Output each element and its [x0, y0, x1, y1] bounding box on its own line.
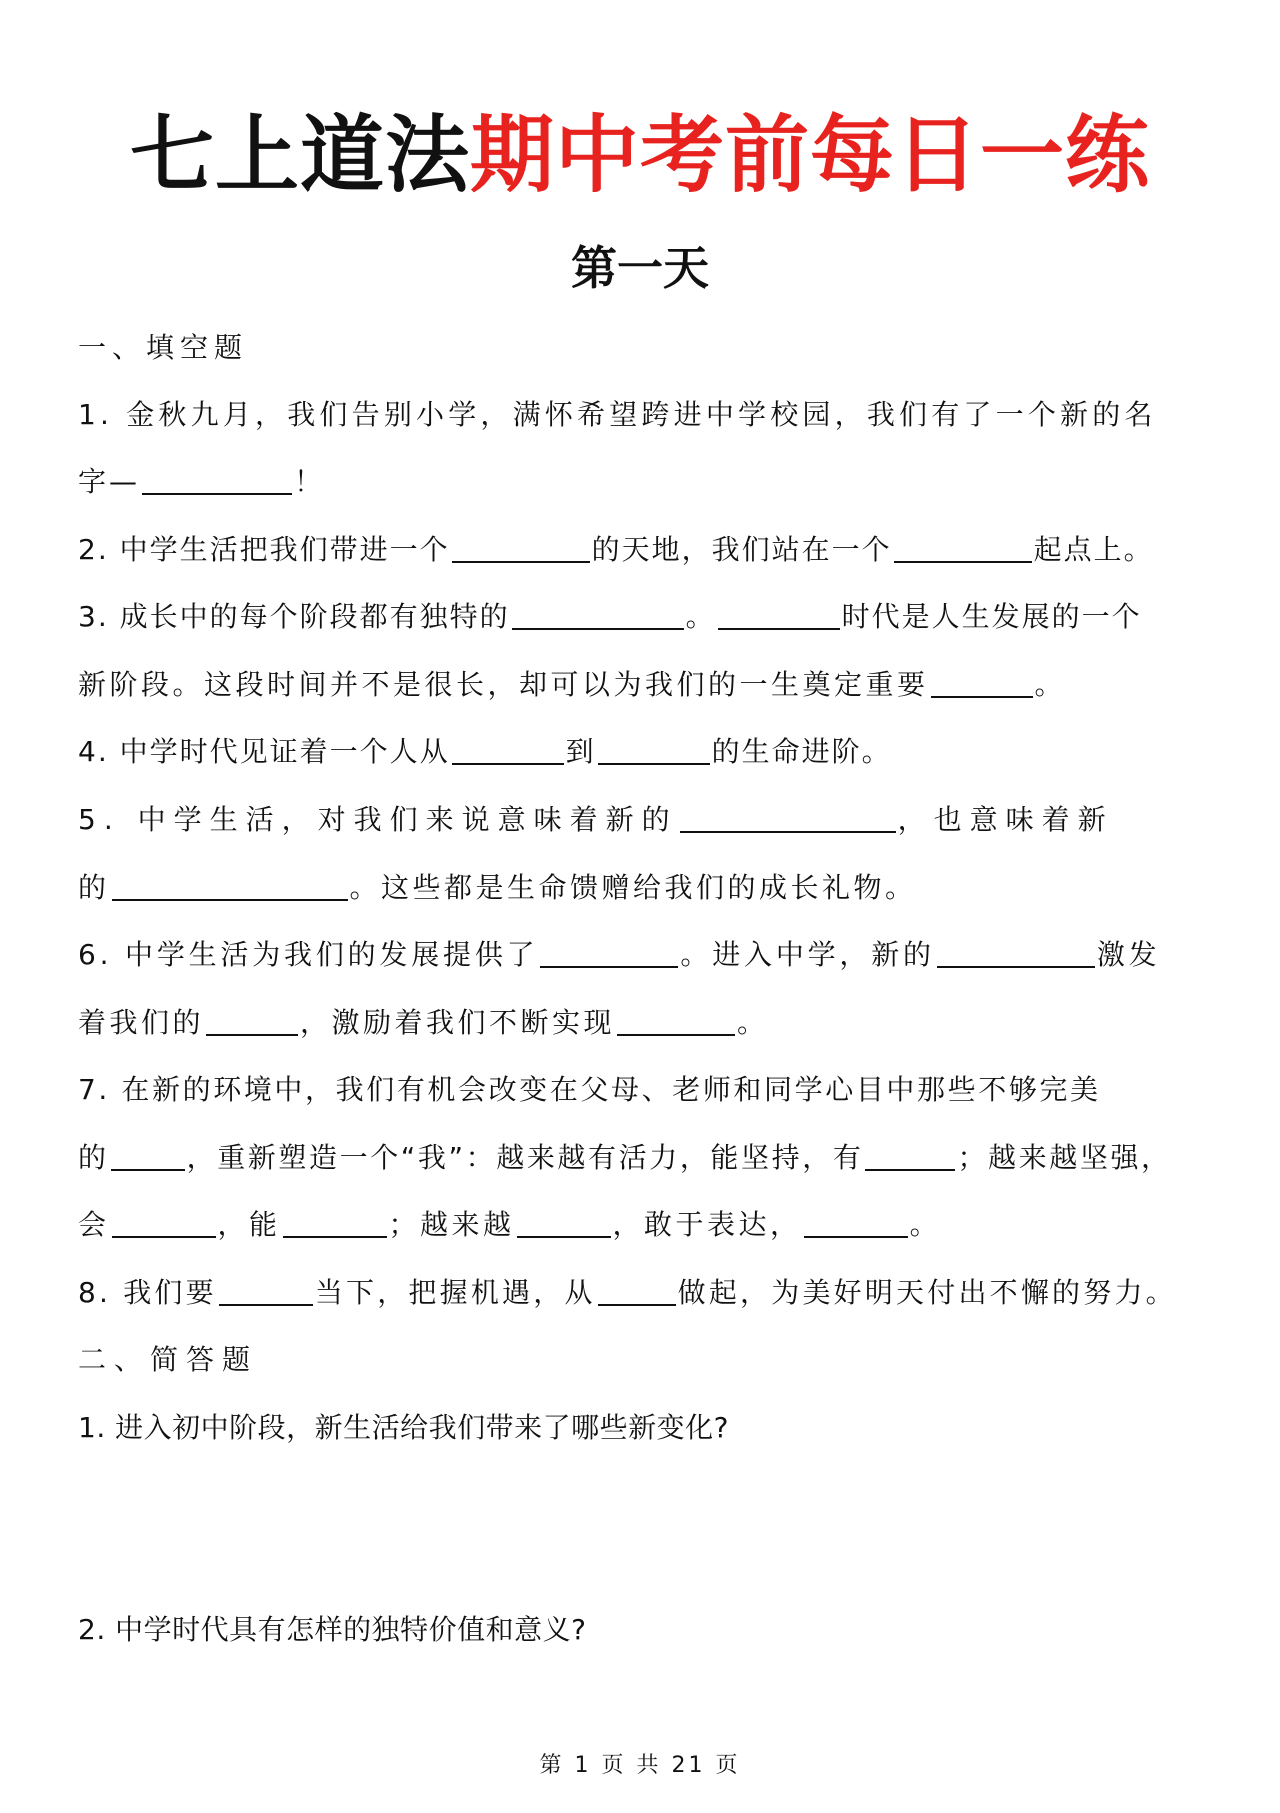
answer-blank[interactable] [931, 666, 1033, 698]
question-3-line-1: 3. 成长中的每个阶段都有独特的 。 时代是人生发展的一个 [78, 600, 1142, 633]
short-answer-question-2: 2. 中学时代具有怎样的独特价值和意义? [78, 1613, 587, 1646]
answer-blank[interactable] [598, 733, 710, 765]
answer-blank[interactable] [512, 598, 684, 630]
answer-blank[interactable] [894, 531, 1032, 563]
answer-blank[interactable] [804, 1206, 908, 1238]
question-1-line-1: 1. 金秋九月，我们告别小学，满怀希望跨进中学校园，我们有了一个新的名 [78, 398, 1157, 431]
question-5-line-1: 5. 中学生活，对我们来说意味着新的 ，也意味着新 [78, 803, 1114, 836]
page-subtitle: 第一天 [571, 241, 709, 295]
answer-blank[interactable] [617, 1004, 735, 1036]
question-6-line-2: 着我们的 ，激励着我们不断实现 。 [78, 1006, 769, 1039]
question-2-line-1: 2. 中学生活把我们带进一个 的天地，我们站在一个 起点上。 [78, 533, 1154, 566]
question-1-line-2: 字— ！ [78, 465, 326, 498]
answer-blank[interactable] [865, 1139, 955, 1171]
answer-blank[interactable] [598, 1274, 676, 1306]
question-3-line-2: 新阶段。这段时间并不是很长，却可以为我们的一生奠定重要 。 [78, 668, 1067, 701]
question-7-line-3: 会 ，能 ；越来越 ，敢于表达， 。 [78, 1208, 942, 1241]
answer-blank[interactable] [452, 733, 564, 765]
answer-blank[interactable] [937, 936, 1095, 968]
section-heading-short-answer: 二、简答题 [78, 1343, 259, 1376]
question-7-line-1: 7. 在新的环境中，我们有机会改变在父母、老师和同学心目中那些不够完美 [78, 1073, 1101, 1106]
answer-blank[interactable] [517, 1206, 611, 1238]
section-heading-fill-in: 一、填空题 [78, 331, 249, 364]
page-title [0, 100, 1280, 210]
answer-blank[interactable] [283, 1206, 387, 1238]
question-7-line-2: 的 ，重新塑造一个“我”：越来越有活力，能坚持，有 ；越来越坚强， [78, 1141, 1172, 1174]
answer-blank[interactable] [680, 801, 896, 833]
question-6-line-1: 6. 中学生活为我们的发展提供了 。进入中学，新的 激发 [78, 938, 1161, 971]
answer-blank[interactable] [111, 1139, 185, 1171]
answer-blank[interactable] [718, 598, 840, 630]
answer-blank[interactable] [112, 1206, 216, 1238]
answer-blank[interactable] [142, 463, 292, 495]
answer-blank[interactable] [206, 1004, 298, 1036]
title-black-part: 七上道法 [129, 106, 470, 204]
short-answer-question-1: 1. 进入初中阶段，新生活给我们带来了哪些新变化? [78, 1411, 729, 1444]
answer-blank[interactable] [219, 1274, 313, 1306]
question-4-line-1: 4. 中学时代见证着一个人从 到 的生命进阶。 [78, 735, 892, 768]
question-5-line-2: 的 。这些都是生命馈赠给我们的成长礼物。 [78, 871, 917, 904]
answer-blank[interactable] [452, 531, 590, 563]
page-footer: 第 1 页 共 21 页 [539, 1753, 741, 1778]
answer-blank[interactable] [540, 936, 678, 968]
title-red-part: 期中考前每日一练 [470, 106, 1151, 204]
answer-blank[interactable] [112, 869, 348, 901]
question-8-line-1: 8. 我们要 当下，把握机遇，从 做起，为美好明天付出不懈的努力。 [78, 1276, 1177, 1309]
